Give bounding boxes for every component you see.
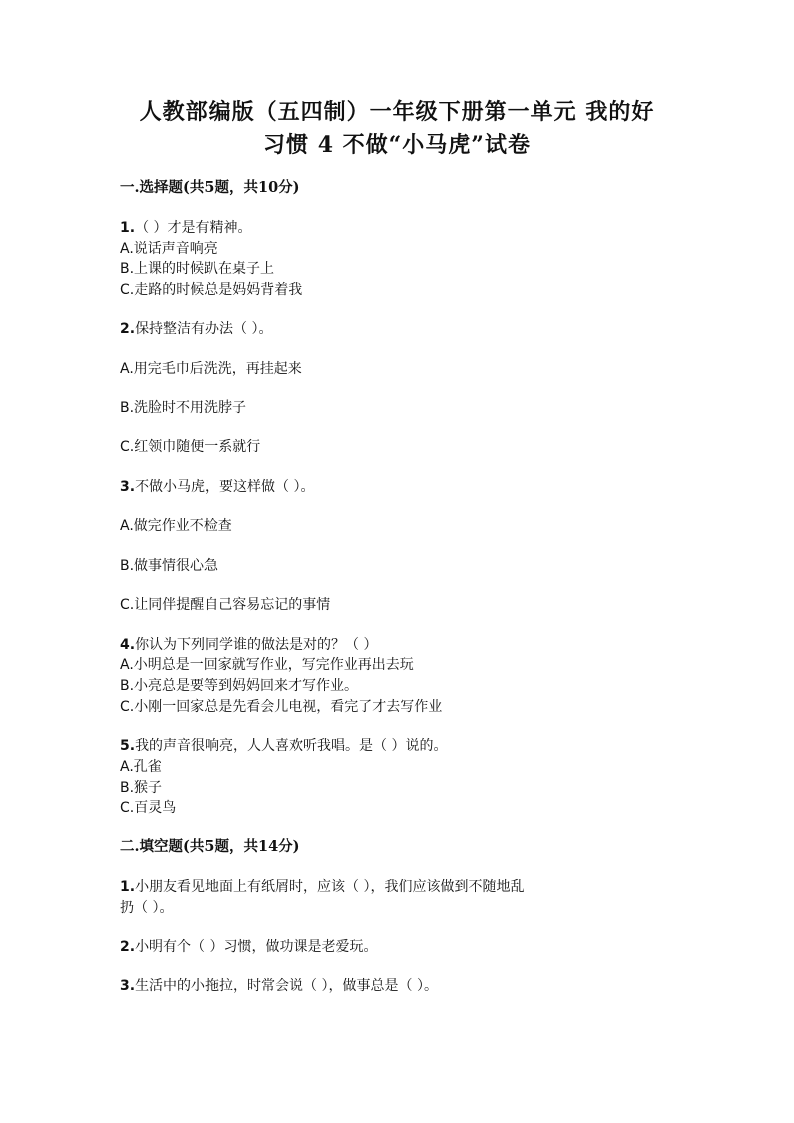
question-text: 小朋友看见地面上有纸屑时，应该（ ），我们应该做到不随地乱	[135, 879, 525, 895]
question-4-option-b: B.小亮总是要等到妈妈回来才写作业。	[120, 678, 359, 694]
question-text: 保持整洁有办法（ ）。	[135, 321, 273, 337]
fill-question-1-line-2: 扔（ ）。	[120, 900, 174, 916]
question-number: 5.	[120, 738, 136, 754]
section-heading-fill-in-blank: 二.填空题(共5题，共14分)	[120, 838, 300, 855]
question-number: 3.	[120, 978, 136, 994]
section-heading-multiple-choice: 一.选择题(共5题，共10分)	[120, 179, 300, 196]
question-1-stem	[120, 219, 252, 237]
question-number: 1.	[120, 879, 136, 895]
exam-title-line-2: 习惯 4 不做“小马虎”试卷	[263, 132, 531, 158]
question-1-option-b: B.上课的时候趴在桌子上	[120, 261, 275, 277]
question-text: 你认为下列同学谁的做法是对的？（ ）	[135, 637, 378, 653]
question-5-stem	[120, 737, 448, 755]
question-3-option-b: B.做事情很心急	[120, 558, 219, 574]
question-1-option-c: C.走路的时候总是妈妈背着我	[120, 282, 303, 298]
question-text: 生活中的小拖拉，时常会说（ ），做事总是（ ）。	[135, 978, 438, 994]
question-3-option-a: A.做完作业不检查	[120, 518, 232, 534]
fill-question-1-line-1	[120, 878, 525, 896]
fill-question-3	[120, 977, 438, 995]
question-text: （ ）才是有精神。	[135, 220, 252, 236]
question-4-option-a: A.小明总是一回家就写作业，写完作业再出去玩	[120, 657, 414, 673]
question-2-option-b: B.洗脸时不用洗脖子	[120, 400, 247, 416]
question-4-stem	[120, 636, 378, 654]
question-number: 2.	[120, 939, 136, 955]
question-4-option-c: C.小刚一回家总是先看会儿电视，看完了才去写作业	[120, 699, 443, 715]
question-5-option-b: B.猴子	[120, 780, 163, 796]
question-number: 3.	[120, 479, 136, 495]
question-2-stem	[120, 320, 273, 338]
question-text: 小明有个（ ）习惯，做功课是老爱玩。	[135, 939, 378, 955]
question-number: 4.	[120, 637, 136, 653]
question-text: 我的声音很响亮，人人喜欢听我唱。是（ ）说的。	[135, 738, 448, 754]
exam-title-line-1: 人教部编版（五四制）一年级下册第一单元 我的好	[139, 99, 655, 125]
question-text: 不做小马虎，要这样做（ ）。	[135, 479, 315, 495]
question-number: 2.	[120, 321, 136, 337]
question-5-option-c: C.百灵鸟	[120, 800, 177, 816]
question-2-option-a: A.用完毛巾后洗洗，再挂起来	[120, 361, 302, 377]
fill-question-2	[120, 938, 378, 956]
question-1-option-a: A.说话声音响亮	[120, 241, 218, 257]
question-5-option-a: A.孔雀	[120, 759, 162, 775]
question-2-option-c: C.红领巾随便一系就行	[120, 439, 261, 455]
question-3-option-c: C.让同伴提醒自己容易忘记的事情	[120, 597, 331, 613]
question-number: 1.	[120, 220, 136, 236]
question-3-stem	[120, 478, 315, 496]
